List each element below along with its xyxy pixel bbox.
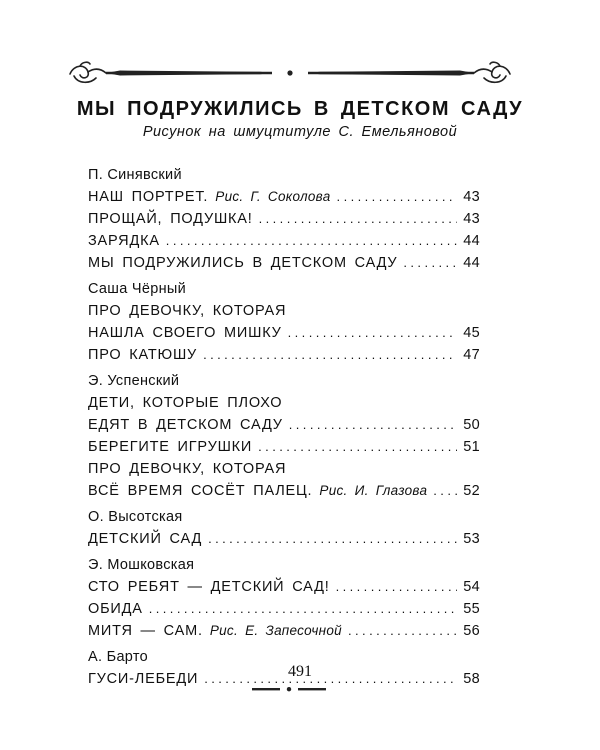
toc-entry[interactable] bbox=[88, 598, 480, 620]
leader-dots bbox=[208, 528, 457, 550]
leader-dots bbox=[166, 230, 457, 252]
toc-author: Э. Мошковская bbox=[88, 557, 195, 573]
toc-entry[interactable] bbox=[88, 252, 480, 274]
entry-page: 54 bbox=[463, 579, 480, 595]
entry-page: 44 bbox=[463, 255, 480, 271]
entry-title-line1[interactable]: ПРО ДЕВОЧКУ, КОТОРАЯ bbox=[88, 303, 287, 319]
toc-entry[interactable] bbox=[88, 480, 480, 502]
entry-illustrator: Рис. Г. Соколова bbox=[215, 189, 331, 204]
toc-entry[interactable] bbox=[88, 414, 480, 436]
leader-dots bbox=[259, 208, 458, 230]
leader-dots bbox=[289, 414, 458, 436]
entry-title: НАШ ПОРТРЕТ. bbox=[88, 189, 209, 205]
scroll-ornament-icon bbox=[60, 58, 520, 88]
entry-page: 50 bbox=[463, 417, 480, 433]
toc-author: Саша Чёрный bbox=[88, 281, 187, 297]
entry-title: ОБИДА bbox=[88, 601, 143, 617]
entry-page: 43 bbox=[463, 211, 480, 227]
leader-dots bbox=[258, 436, 457, 458]
leader-dots bbox=[149, 598, 458, 620]
entry-page: 47 bbox=[463, 347, 480, 363]
toc-author: Э. Успенский bbox=[88, 373, 180, 389]
entry-page: 45 bbox=[463, 325, 480, 341]
toc-entry[interactable] bbox=[88, 576, 480, 598]
toc-entry[interactable] bbox=[88, 344, 480, 366]
entry-page: 43 bbox=[463, 189, 480, 205]
entry-page: 51 bbox=[463, 439, 480, 455]
entry-title: МЫ ПОДРУЖИЛИСЬ В ДЕТСКОМ САДУ bbox=[88, 255, 398, 271]
entry-title: СТО РЕБЯТ — ДЕТСКИЙ САД! bbox=[88, 579, 330, 595]
toc-author: О. Высотская bbox=[88, 509, 183, 525]
section-title: МЫ ПОДРУЖИЛИСЬ В ДЕТСКОМ САДУ bbox=[76, 98, 524, 120]
entry-title: ЗАРЯДКА bbox=[88, 233, 160, 249]
entry-page: 58 bbox=[463, 671, 480, 687]
entry-title: ВСЁ ВРЕМЯ СОСЁТ ПАЛЕЦ. bbox=[88, 483, 313, 499]
entry-title: ДЕТСКИЙ САД bbox=[88, 531, 203, 547]
entry-title-line1[interactable]: ПРО ДЕВОЧКУ, КОТОРАЯ bbox=[88, 461, 287, 477]
dash-dot-divider-icon bbox=[252, 684, 326, 694]
toc-entry[interactable] bbox=[88, 620, 480, 642]
toc-entry[interactable] bbox=[88, 230, 480, 252]
toc-author: А. Барто bbox=[88, 649, 148, 665]
toc-entry[interactable] bbox=[88, 436, 480, 458]
entry-page: 53 bbox=[463, 531, 480, 547]
leader-dots bbox=[403, 252, 457, 274]
section-subtitle: Рисунок на шмуцтитуле С. Емельяновой bbox=[142, 124, 458, 140]
leader-dots bbox=[337, 186, 458, 208]
entry-page: 44 bbox=[463, 233, 480, 249]
entry-title: БЕРЕГИТЕ ИГРУШКИ bbox=[88, 439, 253, 455]
toc-author: П. Синявский bbox=[88, 167, 182, 183]
page-number: 491 bbox=[288, 663, 312, 680]
entry-title: ЕДЯТ В ДЕТСКОМ САДУ bbox=[88, 417, 283, 433]
entry-title: МИТЯ — САМ. bbox=[88, 623, 203, 639]
table-of-contents bbox=[88, 164, 480, 690]
toc-entry[interactable] bbox=[88, 528, 480, 550]
toc-entry[interactable] bbox=[88, 186, 480, 208]
leader-dots bbox=[433, 480, 457, 502]
entry-page: 52 bbox=[463, 483, 480, 499]
entry-title-line1[interactable]: ДЕТИ, КОТОРЫЕ ПЛОХО bbox=[88, 395, 283, 411]
entry-title: ПРОЩАЙ, ПОДУШКА! bbox=[88, 211, 253, 227]
toc-entry[interactable] bbox=[88, 322, 480, 344]
entry-title: НАШЛА СВОЕГО МИШКУ bbox=[88, 325, 282, 341]
entry-illustrator: Рис. Е. Запесочной bbox=[209, 623, 342, 638]
entry-title: ГУСИ-ЛЕБЕДИ bbox=[88, 671, 199, 687]
leader-dots bbox=[288, 322, 458, 344]
entry-page: 55 bbox=[463, 601, 480, 617]
leader-dots bbox=[203, 344, 457, 366]
toc-entry[interactable] bbox=[88, 208, 480, 230]
leader-dots bbox=[336, 576, 458, 598]
leader-dots bbox=[348, 620, 457, 642]
entry-title: ПРО КАТЮШУ bbox=[88, 347, 198, 363]
entry-page: 56 bbox=[463, 623, 480, 639]
entry-illustrator: Рис. И. Глазова bbox=[319, 483, 428, 498]
